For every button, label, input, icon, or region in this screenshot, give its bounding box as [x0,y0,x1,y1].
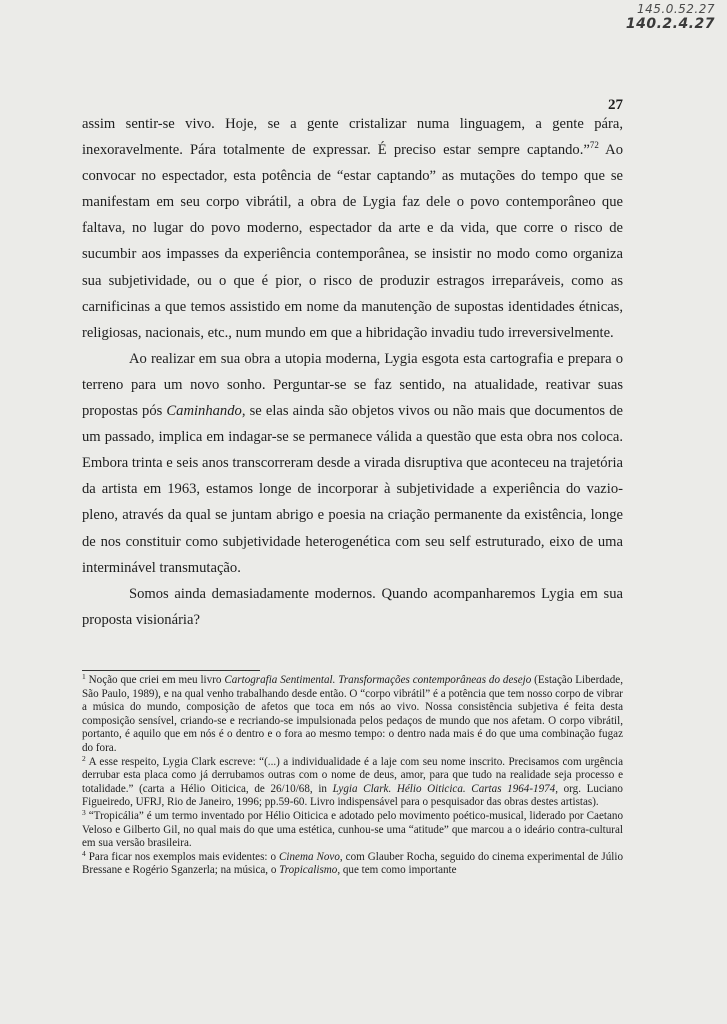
footnote-text: “Tropicália” é um termo inventado por Hélio Oiticica e adotado pelo movimento poético-musical, liderado por Caetano Veloso e Gilberto Gil, no qual mais do que uma estética, cunhou-se uma “atitude” que marcou a o ideário contra-cultural em sua versão brasileira. [82,809,623,850]
footnote-number: 1 [82,672,86,681]
handwritten-annotation: 145.0.52.27 [636,2,715,16]
work-title: Caminhando [166,403,242,420]
footnote-text: A esse respeito, Lygia Clark escreve: “(...) a individualidade é a laje com seu nome inscrito. Precisamos com urgência derrubar esta placa como já derrubamos outras com o nome de deus, amor, para que tudo na realidade seja processo e totalidade.” (carta a Hélio Oiticica, de 26/10/68, in [82,755,623,795]
footnote-reference: 72 [589,140,599,151]
paragraph [82,346,623,581]
paragraph-text: assim sentir-se vivo. Hoje, se a gente cristalizar numa linguagem, a gente pára, inexoravelmente. Pára totalmente de expressar. É preciso estar sempre captando.” [82,116,623,159]
footnote-number: 4 [82,848,86,858]
footnote [82,674,623,756]
footnote-text: , com Glauber Rocha, seguido do cinema experimental de Júlio Bressane e Rogério Sganzerla; na música, o [82,850,623,877]
footnote-text: Noção que criei em meu livro [85,674,225,686]
paragraph: Somos ainda demasiadamente modernos. Quando acompanharemos Lygia em sua proposta visionária? [82,585,623,628]
footnotes [82,674,623,878]
paragraph-text: , se elas ainda são objetos vivos ou não mais que documentos de um passado, implica em indagar-se se permanece válida a questão que esta obra nos coloca. Embora trinta e seis anos transcorreram desde a virada disruptiva que aconteceu na trajetória da artista em 1963, estamos longe de incorporar à subjetividade a experiência do vazio-pleno, através da qual se juntam abrigo e poesia na criação permanente da existência, longe de nos constituir como subjetividade heterogenética com seu self estruturado, eixo de uma interminável transmutação. [82,403,623,576]
movement-title: Tropicalismo [279,864,338,877]
movement-title: Cinema Novo [279,850,340,863]
book-title: Cartografia Sentimental. Transformações contemporâneas do desejo [224,674,532,686]
body-text [82,111,623,633]
page-number: 27 [608,97,623,113]
footnote-text: Para ficar nos exemplos mais evidentes: o [85,850,279,863]
footnote-text: , que tem como importante [337,864,457,877]
footnote-number: 2 [82,753,86,763]
footnote [82,848,623,878]
footnote-number: 3 [82,807,86,817]
footnote-text: (Estação Liberdade, São Paulo, 1989), e na qual venho trabalhando desde então. O “corpo vibrátil” é a potência que tem nosso corpo de vibrar a música do mundo, composição de afetos que toca em nós ao vivo. Nossa consistência subjetiva é feita desta composição sensível, criando-se e recriando-se impulsionada pelos pedaços de mundo que nos afetam. O corpo vibrátil, portanto, é aquilo que em nós é o dentro e o fora ao mesmo tempo: o dentro nada mais é do que uma combinação fugaz do fora. [82,674,624,754]
paragraph-text: Ao convocar no espectador, esta potência de “estar captando” as mutações do tempo que se manifestam em seu corpo vibrátil, a obra de Lygia faz dele o povo contemporâneo que faltava, no lugar do povo moderno, espectador da arte e da vida, que corre o risco de sucumbir aos impasses da experiência contemporânea, se insistir no modo como organiza sua subjetividade, ou o que é pior, o risco de produzir estragos irreparáveis, como as carnificinas a que temos assistido em nome da manutenção de supostas identidades étnicas, religiosas, nacionais, etc., num mundo em que a hibridação invadiu tudo irreversivelmente. [82,142,624,341]
footnote-separator [82,670,260,671]
footnote [82,807,623,851]
footnote-text: , org. Luciano Figueiredo, UFRJ, Rio de Janeiro, 1996; pp.59-60. Livro indispensável para o pesquisador das obras destes artistas). [82,782,623,809]
footnote [82,753,623,810]
paragraph [82,111,623,346]
handwritten-annotation: 140.2.4.27 [625,16,715,32]
paragraph-text: Ao realizar em sua obra a utopia moderna, Lygia esgota esta cartografia e prepara o terreno para um novo sonho. Perguntar-se se faz sentido, na atualidade, reativar suas propostas pós [82,350,623,420]
book-title: Lygia Clark. Hélio Oiticica. Cartas 1964-1974 [332,782,556,795]
